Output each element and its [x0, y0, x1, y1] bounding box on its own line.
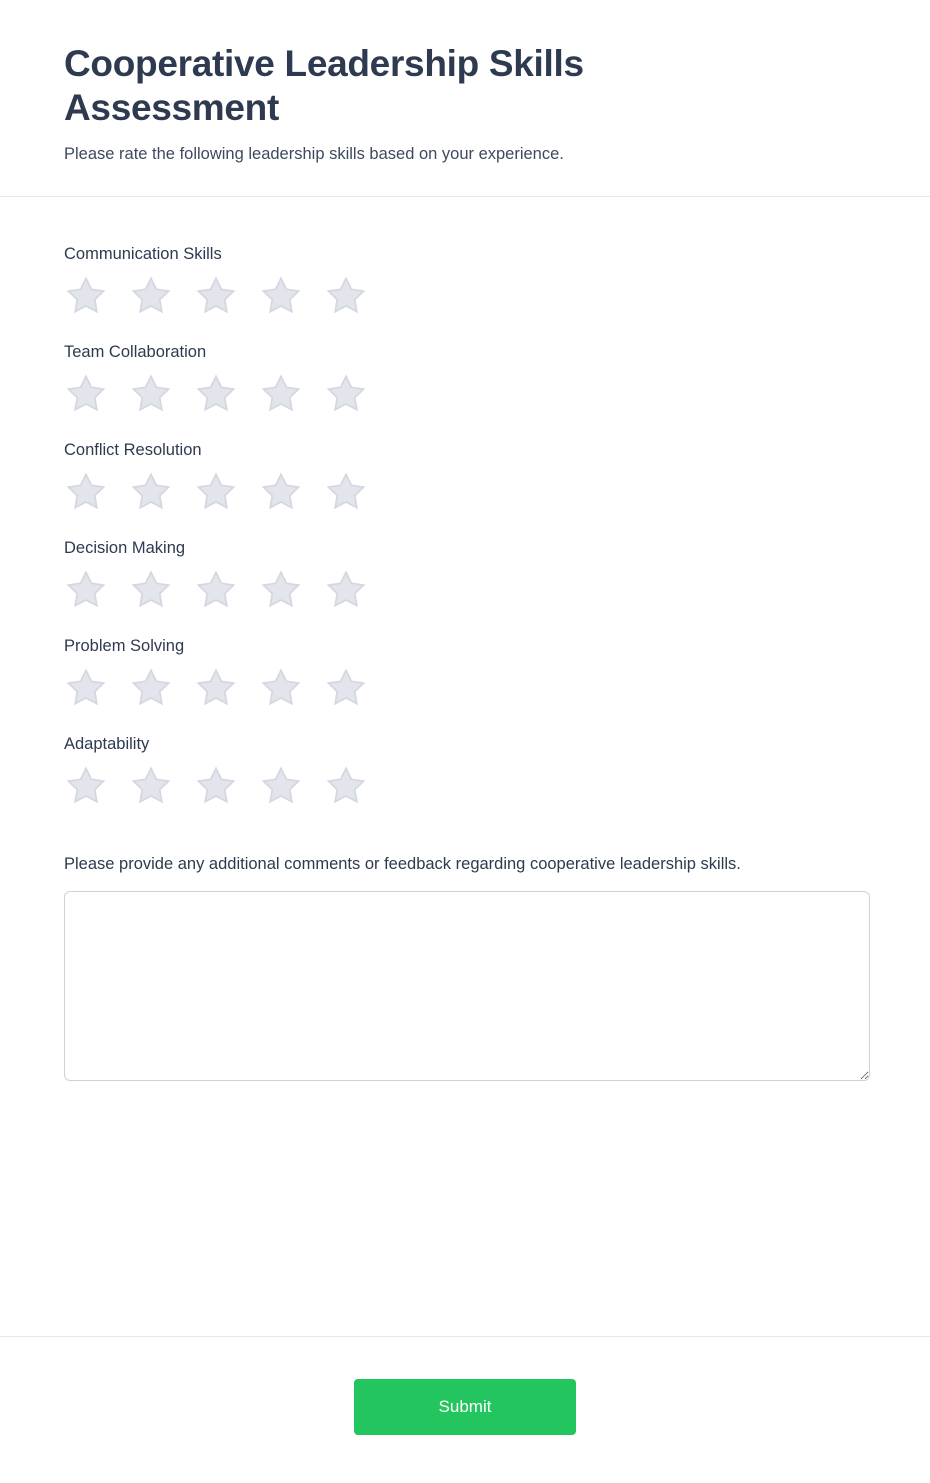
star-icon[interactable] — [324, 470, 368, 512]
star-icon[interactable] — [324, 666, 368, 708]
star-rating[interactable] — [64, 568, 866, 610]
star-icon[interactable] — [64, 568, 108, 610]
star-icon[interactable] — [64, 666, 108, 708]
rating-label: Conflict Resolution — [64, 441, 202, 460]
star-icon[interactable] — [129, 470, 173, 512]
rating-group-communication-skills — [64, 245, 866, 316]
form-header — [0, 0, 930, 197]
star-rating[interactable] — [64, 470, 866, 512]
star-icon[interactable] — [324, 372, 368, 414]
comments-textarea[interactable] — [64, 891, 870, 1081]
rating-label: Adaptability — [64, 735, 150, 754]
rating-group-team-collaboration — [64, 343, 866, 414]
form-footer — [0, 1336, 930, 1483]
star-icon[interactable] — [129, 274, 173, 316]
star-icon[interactable] — [129, 568, 173, 610]
submit-button[interactable]: Submit — [354, 1379, 576, 1435]
star-icon[interactable] — [129, 764, 173, 806]
comments-label: Please provide any additional comments or feedback regarding cooperative leadership skills. — [64, 855, 741, 874]
star-icon[interactable] — [194, 470, 238, 512]
star-icon[interactable] — [259, 568, 303, 610]
form-subtitle: Please rate the following leadership skills based on your experience. — [64, 145, 564, 164]
star-icon[interactable] — [129, 372, 173, 414]
rating-group-conflict-resolution — [64, 441, 866, 512]
star-icon[interactable] — [324, 274, 368, 316]
rating-group-decision-making — [64, 539, 866, 610]
star-icon[interactable] — [194, 666, 238, 708]
star-icon[interactable] — [64, 274, 108, 316]
form-body — [0, 197, 930, 1294]
star-icon[interactable] — [324, 568, 368, 610]
rating-label: Communication Skills — [64, 245, 222, 264]
star-icon[interactable] — [64, 764, 108, 806]
star-icon[interactable] — [129, 666, 173, 708]
rating-label: Team Collaboration — [64, 343, 207, 362]
rating-label: Problem Solving — [64, 637, 185, 656]
star-icon[interactable] — [194, 372, 238, 414]
star-rating[interactable] — [64, 274, 866, 316]
star-icon[interactable] — [259, 274, 303, 316]
star-icon[interactable] — [259, 372, 303, 414]
rating-group-problem-solving — [64, 637, 866, 708]
star-icon[interactable] — [194, 274, 238, 316]
star-icon[interactable] — [324, 764, 368, 806]
star-icon[interactable] — [194, 764, 238, 806]
star-icon[interactable] — [259, 666, 303, 708]
rating-group-adaptability — [64, 735, 866, 806]
star-icon[interactable] — [194, 568, 238, 610]
star-rating[interactable] — [64, 372, 866, 414]
star-rating[interactable] — [64, 764, 866, 806]
page-title: Cooperative Leadership Skills Assessment — [64, 43, 584, 128]
star-icon[interactable] — [64, 372, 108, 414]
star-icon[interactable] — [64, 470, 108, 512]
star-icon[interactable] — [259, 764, 303, 806]
star-icon[interactable] — [259, 470, 303, 512]
star-rating[interactable] — [64, 666, 866, 708]
rating-label: Decision Making — [64, 539, 186, 558]
